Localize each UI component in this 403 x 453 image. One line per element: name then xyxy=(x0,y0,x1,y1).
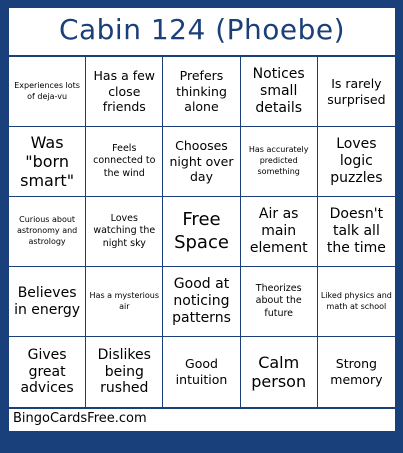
bingo-cell-8[interactable]: Chooses night over day xyxy=(163,127,240,197)
bingo-cell-2[interactable]: Has a few close friends xyxy=(86,57,163,127)
bingo-cell-3[interactable]: Prefers thinking alone xyxy=(163,57,240,127)
bingo-cell-22[interactable]: Dislikes being rushed xyxy=(86,337,163,407)
bingo-cell-16[interactable]: Believes in energy xyxy=(9,267,86,337)
footer-brand: BingoCardsFree.com xyxy=(13,411,147,426)
bingo-cell-10[interactable]: Loves logic puzzles xyxy=(318,127,395,197)
bingo-card xyxy=(9,8,395,431)
bingo-cell-19[interactable]: Theorizes about the future xyxy=(241,267,318,337)
bingo-cell-9[interactable]: Has accurately predicted something xyxy=(241,127,318,197)
bingo-cell-1[interactable]: Experiences lots of deja-vu xyxy=(9,57,86,127)
bingo-cell-25[interactable]: Strong memory xyxy=(330,356,383,387)
bingo-cell-12[interactable]: Loves watching the night sky xyxy=(86,197,163,267)
bingo-cell-7[interactable]: Feels connected to the wind xyxy=(86,127,163,197)
bingo-free-space[interactable]: Free Space xyxy=(163,197,240,267)
bingo-cell-4[interactable]: Notices small details xyxy=(241,57,318,127)
bingo-cell-14[interactable]: Air as main element xyxy=(241,197,318,267)
bingo-cell-21[interactable]: Gives great advices xyxy=(9,337,86,407)
bingo-cell-20[interactable]: Liked physics and math at school xyxy=(318,267,395,337)
bingo-cell-5[interactable]: Is rarely surprised xyxy=(318,57,395,127)
bingo-cell-24[interactable]: Calm person xyxy=(241,337,318,407)
bingo-cell-17[interactable]: Has a mysterious air xyxy=(86,267,163,337)
bingo-cell-23[interactable]: Good intuition xyxy=(163,337,240,407)
bingo-grid xyxy=(9,55,395,409)
card-title: Cabin 124 (Phoebe) xyxy=(58,12,346,46)
bingo-cell-15[interactable]: Doesn't talk all the time xyxy=(318,197,395,267)
bingo-cell-18[interactable]: Good at noticing patterns xyxy=(163,267,240,337)
bingo-cell-11[interactable]: Curious about astronomy and astrology xyxy=(9,197,86,267)
bingo-cell-6[interactable]: Was "born smart" xyxy=(9,127,86,197)
